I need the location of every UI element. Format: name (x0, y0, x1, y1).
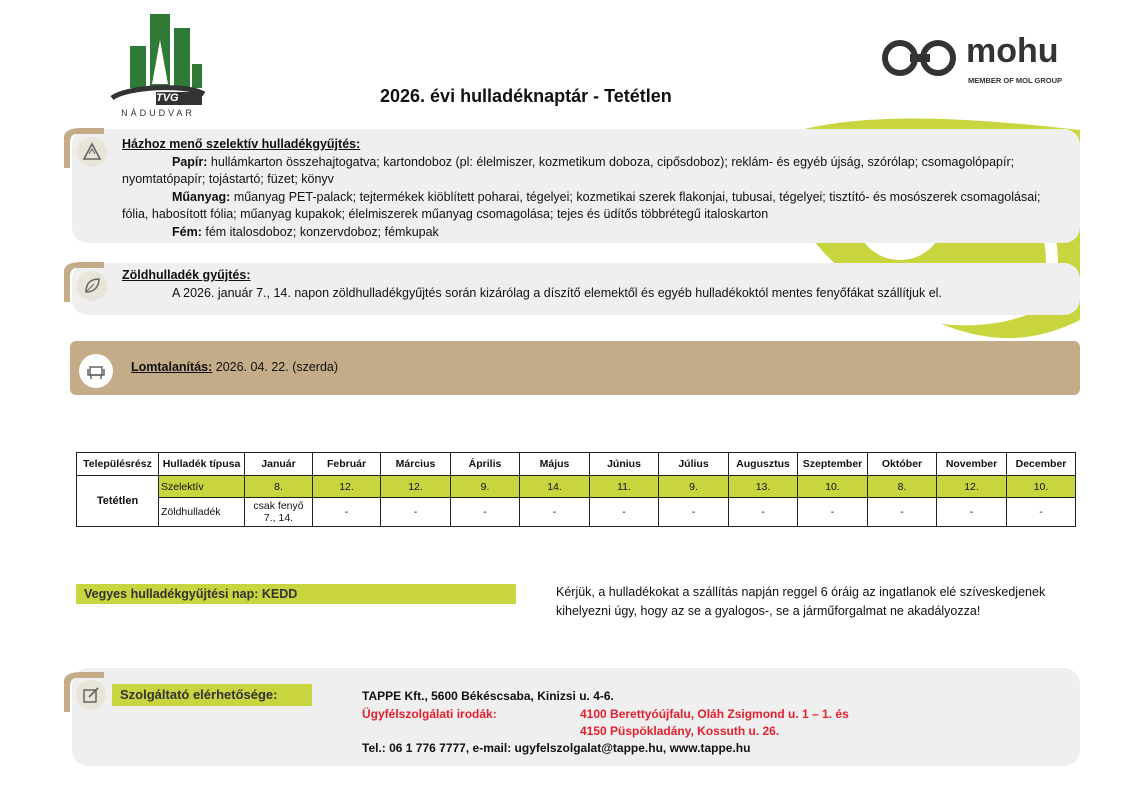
tvg-logo (108, 14, 208, 122)
type-cell: Szelektív (159, 476, 245, 498)
table-header-row (77, 453, 1076, 476)
leaf-icon (77, 271, 107, 301)
table-cell: 14. (520, 476, 590, 498)
table-cell: - (868, 498, 937, 527)
mohu-logo-subtitle: MEMBER OF MOL GROUP (968, 76, 1063, 85)
tvg-logo-subtitle: NÁDUDVAR (121, 108, 195, 118)
mohu-logo-icon (880, 38, 960, 78)
table-cell: 8. (868, 476, 937, 498)
table-cell: 11. (590, 476, 659, 498)
collection-calendar-table (76, 452, 1076, 527)
table-cell: 12. (381, 476, 451, 498)
provider-company: TAPPE Kft., 5600 Békéscsaba, Kinizsi u. 4-6. (362, 689, 614, 703)
green-text (122, 267, 1052, 302)
bulky-label: Lomtalanítás: (131, 360, 213, 374)
month-header: November (937, 453, 1007, 476)
table-cell: 9. (659, 476, 729, 498)
metal-line (122, 224, 1052, 242)
page-title: 2026. évi hulladéknaptár - Tetétlen (380, 86, 672, 106)
month-header: Április (451, 453, 520, 476)
month-header: Január (245, 453, 313, 476)
month-header: Augusztus (729, 453, 798, 476)
month-header: Szeptember (798, 453, 868, 476)
month-header: Október (868, 453, 937, 476)
table-row-selective (77, 476, 1076, 498)
paper-label: Papír: (172, 154, 208, 169)
armchair-icon (79, 354, 113, 388)
table-cell: 12. (937, 476, 1007, 498)
provider-contact: Tel.: 06 1 776 7777, e-mail: ugyfelszolgalat@tappe.hu, www.tappe.hu (362, 741, 751, 755)
edit-form-icon (76, 680, 106, 710)
recycle-icon (77, 137, 107, 167)
table-cell: - (520, 498, 590, 527)
placement-notice: Kérjük, a hulladékokat a szállítás napján reggel 6 óráig az ingatlanok elé szíveskedjenek kihelyezni úgy, hogy az se a gyalogos-, se a járműforgalmat ne akadályozza! (556, 585, 1046, 618)
paper-line (122, 154, 1052, 189)
month-header: December (1007, 453, 1076, 476)
table-cell: - (590, 498, 659, 527)
selective-text (122, 136, 1052, 241)
table-cell: - (381, 498, 451, 527)
table-cell: 12. (313, 476, 381, 498)
table-cell: - (313, 498, 381, 527)
office-2: 4150 Püspökladány, Kossuth u. 26. (580, 724, 780, 738)
table-cell: 10. (1007, 476, 1076, 498)
table-cell: 9. (451, 476, 520, 498)
month-header: Március (381, 453, 451, 476)
month-header: Július (659, 453, 729, 476)
green-description: A 2026. január 7., 14. napon zöldhulladékgyűjtés során kizárólag a díszítő elemektől és egyéb hulladékoktól mentes fenyőfákat szállítjuk el. (172, 285, 942, 300)
table-cell: 13. (729, 476, 798, 498)
table-cell: - (937, 498, 1007, 527)
settlement-cell: Tetétlen (77, 476, 159, 527)
offices-label: Ügyfélszolgálati irodák: (362, 707, 497, 721)
month-header: Június (590, 453, 659, 476)
column-header: Hulladék típusa (159, 453, 245, 476)
month-header: Február (313, 453, 381, 476)
mohu-logo (880, 32, 1080, 88)
table-cell: - (451, 498, 520, 527)
bulky-line (131, 360, 338, 374)
plastic-text: műanyag PET-palack; tejtermékek kiöblített poharai, tégelyei; kozmetikai szerek flakonjai, tubusai, tégelyei; tisztító- és mosószerek csomagolásai; fólia, habosított fólia; műanyag kupakok; élelmiszerek műanyag csomagolása; tejes és üdítős többrétegű italoskarton (122, 189, 1041, 221)
plastic-line (122, 189, 1052, 224)
metal-label: Fém: (172, 224, 202, 239)
table-cell: - (1007, 498, 1076, 527)
table-cell: csak fenyő 7., 14. (245, 498, 313, 527)
green-heading: Zöldhulladék gyűjtés: (122, 268, 251, 282)
provider-heading: Szolgáltató elérhetősége: (112, 684, 312, 706)
bulky-date: 2026. 04. 22. (szerda) (212, 360, 339, 374)
table-row-green (77, 498, 1076, 527)
office-1: 4100 Berettyóújfalu, Oláh Zsigmond u. 1 – 1. és (580, 707, 849, 721)
metal-text: fém italosdoboz; konzervdoboz; fémkupak (201, 224, 439, 239)
table-cell: 8. (245, 476, 313, 498)
column-header: Településrész (77, 453, 159, 476)
table-cell: - (659, 498, 729, 527)
tvg-logo-text: TVG (156, 92, 179, 104)
month-header: Május (520, 453, 590, 476)
type-cell: Zöldhulladék (159, 498, 245, 527)
table-cell: - (798, 498, 868, 527)
mixed-waste-day: Vegyes hulladékgyűjtési nap: KEDD (76, 584, 516, 604)
plastic-label: Műanyag: (172, 189, 231, 204)
paper-text: hullámkarton összehajtogatva; kartondoboz (pl: élelmiszer, kozmetikum doboza, cipősdoboz); reklám- és egyéb újság, szórólap; csomagolópapír; nyomtatópapír; tojástartó; füzet; könyv (122, 154, 1015, 186)
table-cell: - (729, 498, 798, 527)
mohu-logo-text: mohu (966, 32, 1059, 70)
table-cell: 10. (798, 476, 868, 498)
selective-heading: Házhoz menő szelektív hulladékgyűjtés: (122, 137, 361, 151)
